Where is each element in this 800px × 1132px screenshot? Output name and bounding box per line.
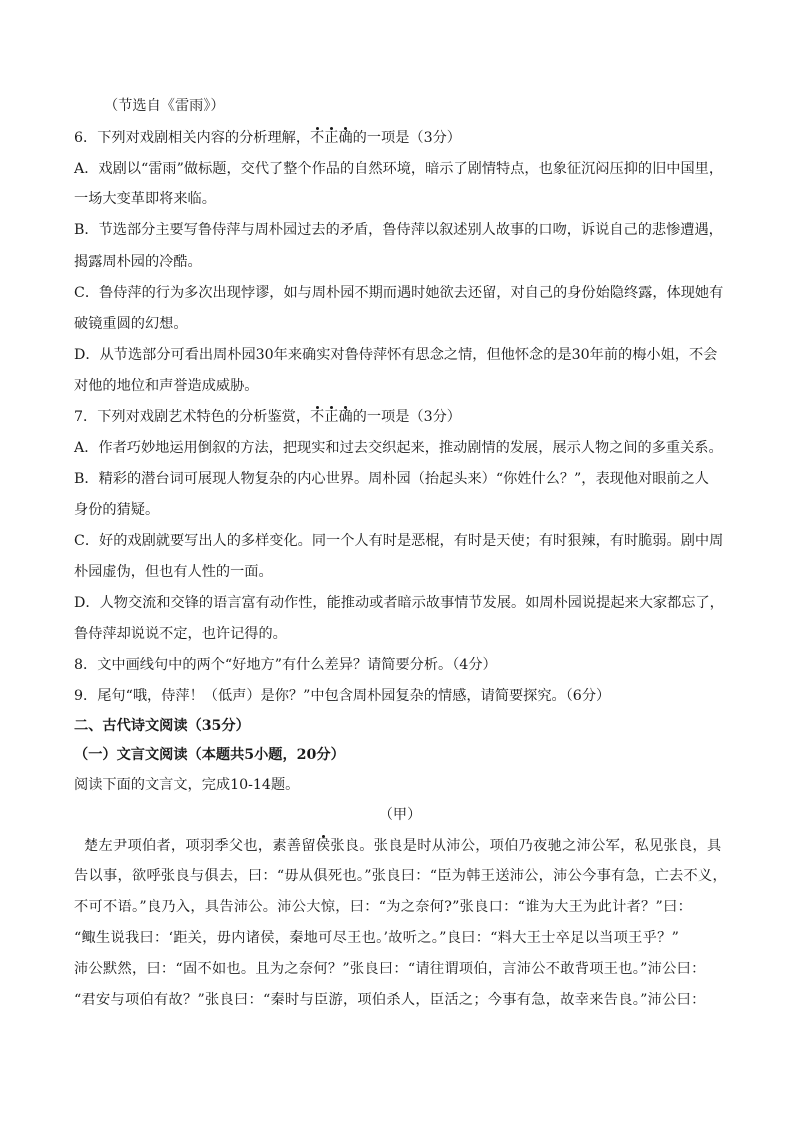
question-7-option-b-line1: B．精彩的潜台词可展现人物复杂的内心世界。周朴园（抬起头来）“你姓什么？”，表现他对眼前之人	[74, 471, 709, 487]
question-6-option-a-line1: A．戏剧以“雷雨”做标题，交代了整个作品的自然环境，暗示了剧情特点，也象征沉闷压抑的旧中国里，	[74, 161, 724, 177]
question-8: 8．文中画线句中的两个“好地方”有什么差异？请简要分析。（4分）	[74, 657, 497, 673]
passage-line-1	[84, 836, 744, 856]
passage-line-6: “君安与项伯有故？”张良曰：“秦时与臣游，项伯杀人，臣活之；今事有急，故幸来告良。”沛公曰：	[74, 992, 706, 1008]
question-6-option-b-line2: 揭露周朴园的冷酷。	[74, 254, 202, 270]
emphasis-char: 不	[310, 130, 325, 146]
question-stem-text: 的一项是（3分）	[352, 130, 461, 146]
question-7-option-c-line2: 朴园虚伪，但也有人性的一面。	[74, 564, 273, 580]
reading-instruction: 阅读下面的文言文，完成10-14题。	[74, 777, 300, 793]
passage-line-5: 沛公默然，曰：“固不如也。且为之奈何？”张良曰：“请往谓项伯，言沛公不敢背项王也。”沛公曰：	[74, 961, 706, 977]
question-7-option-a: A．作者巧妙地运用倒叙的方法，把现实和过去交织起来，推动剧情的发展，展示人物之间的多重关系。	[74, 440, 723, 456]
question-7-option-d-line2: 鲁侍萍却说说不定，也许记得的。	[74, 626, 287, 642]
emphasis-char: 确	[338, 409, 353, 425]
question-7-option-c-line1: C．好的戏剧就要写出人的多样变化。同一个人有时是恶棍，有时是天使；有时狠辣，有时脆弱。剧中周	[74, 533, 724, 549]
subsection-heading: （一）文言文阅读（本题共5小题，20分）	[74, 747, 345, 763]
question-6-option-d-line2: 对他的地位和声誉造成威胁。	[74, 378, 259, 394]
question-6-option-a-line2: 一场大变革即将来临。	[74, 191, 216, 207]
emphasis-char: 正	[324, 409, 339, 425]
source-note: （节选自《雷雨》）	[104, 98, 225, 114]
question-7-option-d-line1: D．人物交流和交锋的语言富有动作性，能推动或者暗示故事情节发展。如周朴园说提起来大家都忘了，	[74, 595, 724, 611]
passage-line-4: “鲰生说我曰：‘距关，毋内诸侯，秦地可尽王也。’故听之。”良曰：“料大王士卒足以当项王乎？”	[74, 930, 680, 946]
section-heading: 二、古代诗文阅读（35分）	[74, 718, 250, 734]
emphasis-char: 正	[324, 130, 339, 146]
passage-line-3: 不可不语。”良乃入，具告沛公。沛公大惊，曰：“为之奈何?”张良口：“谁为大王为此计者？”曰：	[74, 899, 693, 915]
passage-label: （甲）	[378, 807, 422, 823]
question-7-stem	[74, 407, 734, 427]
question-6-stem	[74, 128, 734, 148]
question-6-option-c-line1: C．鲁侍萍的行为多次出现悖谬，如与周朴园不期而遇时她欲去还留，对自己的身份始隐终露，体现她有	[74, 285, 724, 301]
question-stem-text: 6．下列对戏剧相关内容的分析理解，	[74, 130, 311, 146]
emphasis-char: 确	[338, 130, 353, 146]
question-6-option-b-line1: B．节选部分主要写鲁侍萍与周朴园过去的矛盾，鲁侍萍以叙述别人故事的口吻，诉说自己的悲惨遭遇，	[74, 222, 723, 238]
question-6-option-d-line1: D．从节选部分可看出周朴园30年来确实对鲁侍萍怀有思念之情，但他怀念的是30年前的梅小姐，不会	[74, 347, 718, 363]
question-7-option-b-line2: 身份的猜疑。	[74, 502, 160, 518]
emphasis-char: 不	[310, 409, 325, 425]
question-6-option-c-line2: 破镜重圆的幻想。	[74, 316, 188, 332]
emphasis-char: 侯	[315, 838, 331, 854]
question-stem-text: 7．下列对戏剧艺术特色的分析鉴赏，	[74, 409, 311, 425]
passage-text: 张良。张良是时从沛公，项伯乃夜驰之沛公军，私见张良，具	[330, 838, 722, 854]
passage-text: 楚左尹项伯者，项羽季父也，素善留	[84, 838, 316, 854]
question-9: 9．尾句“哦，侍萍！（低声）是你？”中包含周朴园复杂的情感，请简要探究。（6分）	[74, 688, 611, 704]
question-stem-text: 的一项是（3分）	[352, 409, 461, 425]
passage-line-2: 告以事，欲呼张良与俱去，曰：“毋从俱死也。”张良曰：“臣为韩王送沛公，沛公今事有急，亡去不义，	[74, 868, 728, 884]
